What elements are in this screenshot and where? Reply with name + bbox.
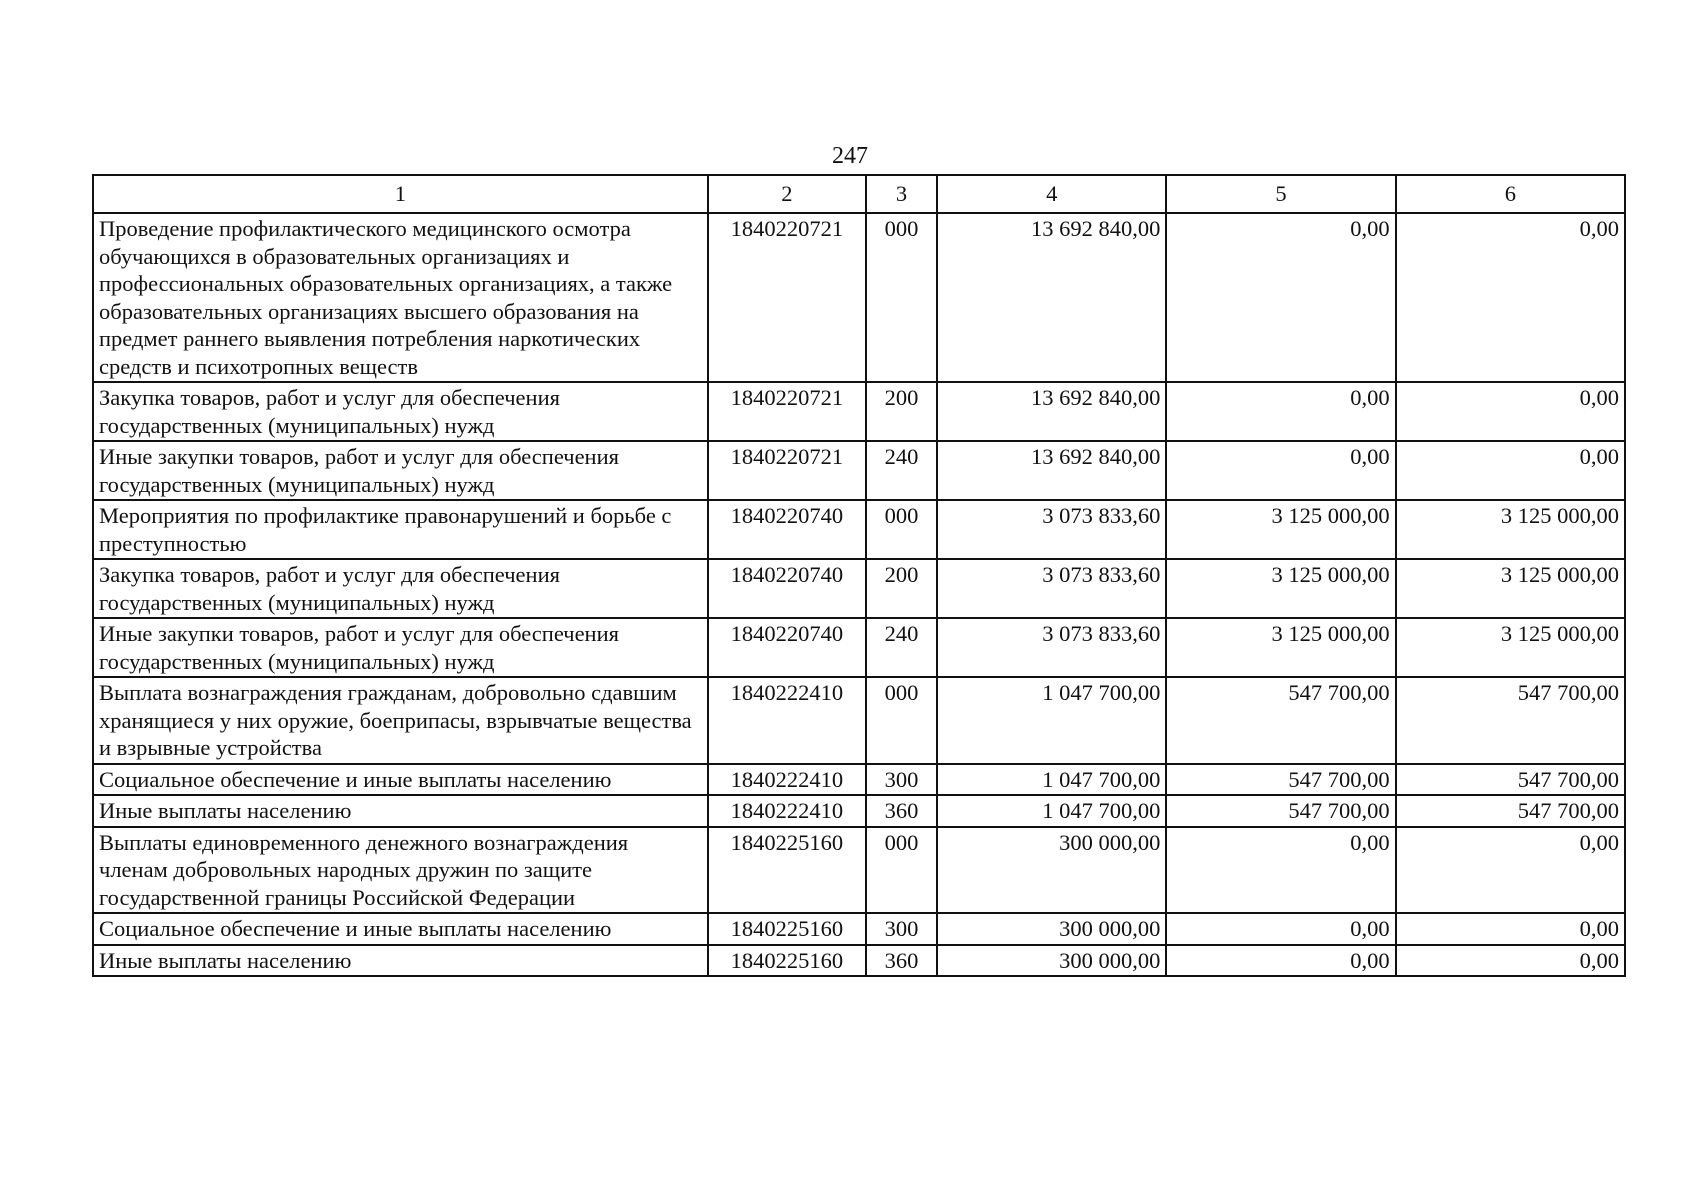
table-row bbox=[93, 764, 1625, 796]
cell-target-code: 1840222410 bbox=[708, 677, 866, 764]
cell-expense-type: 240 bbox=[866, 441, 937, 500]
cell-target-code: 1840222410 bbox=[708, 764, 866, 796]
page-number: 247 bbox=[832, 143, 868, 169]
cell-expense-type: 300 bbox=[866, 913, 937, 945]
budget-table bbox=[92, 174, 1626, 977]
cell-amount-1: 13 692 840,00 bbox=[937, 382, 1166, 441]
cell-amount-2: 3 125 000,00 bbox=[1166, 618, 1395, 677]
cell-name: Выплата вознаграждения гражданам, добровольно сдавшим хранящиеся у них оружие, боеприпасы, взрывчатые вещества и взрывные устройства bbox=[93, 677, 708, 764]
cell-amount-2: 0,00 bbox=[1166, 441, 1395, 500]
cell-target-code: 1840225160 bbox=[708, 945, 866, 977]
column-header-name: 1 bbox=[93, 175, 708, 213]
table-row bbox=[93, 441, 1625, 500]
cell-amount-3: 0,00 bbox=[1396, 441, 1625, 500]
cell-amount-1: 13 692 840,00 bbox=[937, 213, 1166, 382]
cell-name: Социальное обеспечение и иные выплаты населению bbox=[93, 913, 708, 945]
cell-amount-1: 300 000,00 bbox=[937, 827, 1166, 914]
column-header-amount-1: 4 bbox=[937, 175, 1166, 213]
cell-amount-3: 0,00 bbox=[1396, 213, 1625, 382]
cell-amount-2: 0,00 bbox=[1166, 382, 1395, 441]
cell-expense-type: 300 bbox=[866, 764, 937, 796]
cell-amount-3: 0,00 bbox=[1396, 827, 1625, 914]
cell-amount-3: 3 125 000,00 bbox=[1396, 618, 1625, 677]
cell-amount-2: 0,00 bbox=[1166, 827, 1395, 914]
cell-amount-2: 3 125 000,00 bbox=[1166, 500, 1395, 559]
cell-amount-1: 3 073 833,60 bbox=[937, 559, 1166, 618]
cell-amount-1: 3 073 833,60 bbox=[937, 618, 1166, 677]
cell-expense-type: 000 bbox=[866, 213, 937, 382]
table-row bbox=[93, 382, 1625, 441]
cell-name: Иные закупки товаров, работ и услуг для обеспечения государственных (муниципальных) нужд bbox=[93, 618, 708, 677]
cell-expense-type: 000 bbox=[866, 827, 937, 914]
cell-name: Иные выплаты населению bbox=[93, 945, 708, 977]
cell-target-code: 1840225160 bbox=[708, 827, 866, 914]
cell-amount-1: 1 047 700,00 bbox=[937, 764, 1166, 796]
cell-name: Проведение профилактического медицинского осмотра обучающихся в образовательных организациях и профессиональных образовательных организациях, а также образовательных организациях высшего образования на предмет раннего выявления потребления наркотических средств и психотропных веществ bbox=[93, 213, 708, 382]
cell-expense-type: 360 bbox=[866, 795, 937, 827]
cell-amount-3: 0,00 bbox=[1396, 945, 1625, 977]
cell-expense-type: 240 bbox=[866, 618, 937, 677]
cell-expense-type: 360 bbox=[866, 945, 937, 977]
table-body bbox=[93, 213, 1625, 976]
cell-amount-2: 547 700,00 bbox=[1166, 764, 1395, 796]
column-header-amount-2: 5 bbox=[1166, 175, 1395, 213]
cell-amount-2: 547 700,00 bbox=[1166, 677, 1395, 764]
cell-amount-1: 13 692 840,00 bbox=[937, 441, 1166, 500]
cell-target-code: 1840220721 bbox=[708, 441, 866, 500]
cell-name: Мероприятия по профилактике правонарушений и борьбе с преступностью bbox=[93, 500, 708, 559]
cell-target-code: 1840220721 bbox=[708, 382, 866, 441]
cell-target-code: 1840220721 bbox=[708, 213, 866, 382]
cell-amount-3: 0,00 bbox=[1396, 382, 1625, 441]
cell-name: Иные закупки товаров, работ и услуг для обеспечения государственных (муниципальных) нужд bbox=[93, 441, 708, 500]
cell-amount-2: 547 700,00 bbox=[1166, 795, 1395, 827]
table-row bbox=[93, 618, 1625, 677]
table-row bbox=[93, 213, 1625, 382]
cell-amount-2: 3 125 000,00 bbox=[1166, 559, 1395, 618]
cell-expense-type: 200 bbox=[866, 559, 937, 618]
cell-amount-1: 1 047 700,00 bbox=[937, 795, 1166, 827]
table-row bbox=[93, 559, 1625, 618]
cell-expense-type: 000 bbox=[866, 677, 937, 764]
cell-name: Закупка товаров, работ и услуг для обеспечения государственных (муниципальных) нужд bbox=[93, 382, 708, 441]
cell-expense-type: 000 bbox=[866, 500, 937, 559]
cell-target-code: 1840220740 bbox=[708, 559, 866, 618]
table-row bbox=[93, 677, 1625, 764]
table-row bbox=[93, 500, 1625, 559]
cell-target-code: 1840220740 bbox=[708, 500, 866, 559]
cell-amount-1: 300 000,00 bbox=[937, 945, 1166, 977]
header-row bbox=[93, 175, 1625, 213]
cell-amount-3: 0,00 bbox=[1396, 913, 1625, 945]
table-row bbox=[93, 827, 1625, 914]
cell-amount-2: 0,00 bbox=[1166, 945, 1395, 977]
column-header-vr: 3 bbox=[866, 175, 937, 213]
cell-amount-1: 1 047 700,00 bbox=[937, 677, 1166, 764]
table-row bbox=[93, 795, 1625, 827]
cell-amount-2: 0,00 bbox=[1166, 913, 1395, 945]
cell-amount-3: 547 700,00 bbox=[1396, 795, 1625, 827]
column-header-amount-3: 6 bbox=[1396, 175, 1625, 213]
cell-name: Социальное обеспечение и иные выплаты населению bbox=[93, 764, 708, 796]
cell-target-code: 1840222410 bbox=[708, 795, 866, 827]
cell-amount-3: 547 700,00 bbox=[1396, 677, 1625, 764]
cell-amount-2: 0,00 bbox=[1166, 213, 1395, 382]
cell-amount-1: 3 073 833,60 bbox=[937, 500, 1166, 559]
cell-expense-type: 200 bbox=[866, 382, 937, 441]
cell-name: Выплаты единовременного денежного вознаграждения членам добровольных народных дружин по защите государственной границы Российской Федерации bbox=[93, 827, 708, 914]
cell-name: Иные выплаты населению bbox=[93, 795, 708, 827]
cell-target-code: 1840220740 bbox=[708, 618, 866, 677]
cell-amount-3: 547 700,00 bbox=[1396, 764, 1625, 796]
cell-amount-3: 3 125 000,00 bbox=[1396, 500, 1625, 559]
column-header-csr: 2 bbox=[708, 175, 866, 213]
cell-amount-1: 300 000,00 bbox=[937, 913, 1166, 945]
cell-amount-3: 3 125 000,00 bbox=[1396, 559, 1625, 618]
table-row bbox=[93, 913, 1625, 945]
cell-target-code: 1840225160 bbox=[708, 913, 866, 945]
table-row bbox=[93, 945, 1625, 977]
cell-name: Закупка товаров, работ и услуг для обеспечения государственных (муниципальных) нужд bbox=[93, 559, 708, 618]
